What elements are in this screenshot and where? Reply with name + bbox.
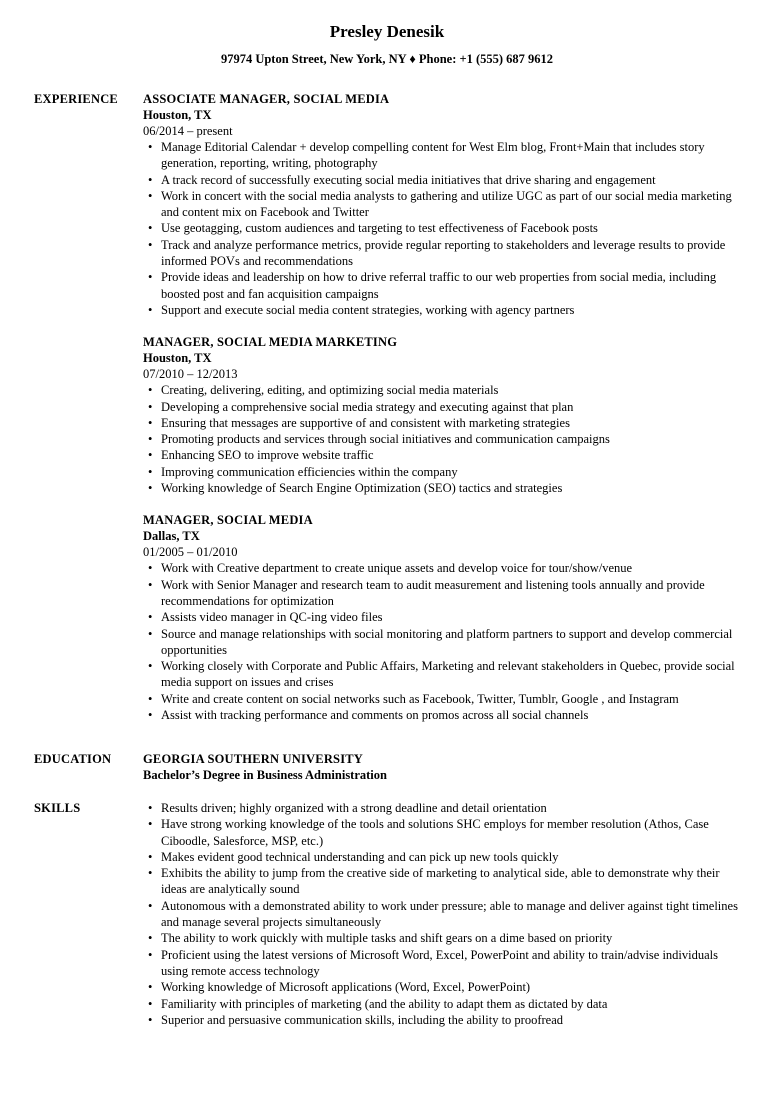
job-bullets [143, 382, 743, 496]
section-label-experience: EXPERIENCE [34, 92, 118, 106]
education-body [143, 751, 743, 783]
bullet-item: • Assists video manager in QC-ing video files [143, 609, 743, 625]
bullet-item: • The ability to work quickly with multiple tasks and shift gears on a dime based on priority [143, 930, 743, 946]
bullet-item: • Results driven; highly organized with a strong deadline and detail orientation [143, 800, 743, 816]
bullet-item: • Ensuring that messages are supportive of and consistent with marketing strategies [143, 415, 743, 431]
experience-body [143, 91, 743, 737]
skills-body [143, 800, 743, 1028]
bullet-item: • Work with Creative department to create unique assets and develop voice for tour/show/venue [143, 560, 743, 576]
bullet-item: • Enhancing SEO to improve website traffic [143, 447, 743, 463]
job-entry [143, 512, 743, 723]
bullet-item: • Use geotagging, custom audiences and targeting to test effectiveness of Facebook posts [143, 220, 743, 236]
school-name: GEORGIA SOUTHERN UNIVERSITY [143, 752, 364, 766]
bullet-item: • Promoting products and services through social initiatives and communication campaigns [143, 431, 743, 447]
bullet-item: • Improving communication efficiencies within the company [143, 464, 743, 480]
job-dates: 01/2005 – 01/2010 [143, 545, 238, 560]
bullet-item: • Proficient using the latest versions of Microsoft Word, Excel, PowerPoint and ability to train/advise individuals using remote access technology [143, 947, 743, 980]
job-location: Dallas, TX [143, 529, 200, 544]
job-entry [143, 91, 743, 318]
bullet-item: • Working closely with Corporate and Public Affairs, Marketing and relevant stakeholders in Quebec, provide social media support on issues and crises [143, 658, 743, 691]
bullet-item: • Source and manage relationships with social monitoring and platform partners to support and develop commercial opportunities [143, 626, 743, 659]
bullet-item: • Work with Senior Manager and research team to audit measurement and listening tools annually and provide recommendations for optimization [143, 577, 743, 610]
bullet-item: • Autonomous with a demonstrated ability to work under pressure; able to manage and deliver against tight timelines and manage several projects simultaneously [143, 898, 743, 931]
job-title: MANAGER, SOCIAL MEDIA MARKETING [143, 335, 398, 350]
bullet-item: • Manage Editorial Calendar + develop compelling content for West Elm blog, Front+Main that includes story generation, reporting, writing, photography [143, 139, 743, 172]
bullet-item: • Work in concert with the social media analysts to gathering and utilize UGC as part of our social media marketing and content mix on Facebook and Twitter [143, 188, 743, 221]
job-bullets [143, 139, 743, 318]
candidate-name: Presley Denesik [329, 22, 445, 41]
bullet-item: • Creating, delivering, editing, and optimizing social media materials [143, 382, 743, 398]
bullet-item: • Exhibits the ability to jump from the creative side of marketing to analytical side, able to demonstrate why their ideas are analytically sound [143, 865, 743, 898]
contact-line: 97974 Upton Street, New York, NY ♦ Phone: +1 (555) 687 9612 [220, 52, 554, 66]
bullet-item: • Assist with tracking performance and comments on promos across all social channels [143, 707, 743, 723]
bullet-item: • Makes evident good technical understanding and can pick up new tools quickly [143, 849, 743, 865]
section-label-skills: SKILLS [34, 801, 81, 815]
job-bullets [143, 560, 743, 723]
bullet-item: • Have strong working knowledge of the tools and solutions SHC employs for member resolution (Athos, Case Ciboodle, Salesforce, MSP, etc.) [143, 816, 743, 849]
bullet-item: • Superior and persuasive communication skills, including the ability to proofread [143, 1012, 743, 1028]
degree-name: Bachelor’s Degree in Business Administration [143, 768, 387, 782]
job-entry [143, 334, 743, 496]
job-dates: 07/2010 – 12/2013 [143, 367, 238, 382]
section-label-education: EDUCATION [34, 752, 112, 766]
skills-bullets [143, 800, 743, 1028]
bullet-item: • Provide ideas and leadership on how to drive referral traffic to our web properties from social media, including boosted post and fan acquisition campaigns [143, 269, 743, 302]
job-dates: 06/2014 – present [143, 124, 233, 138]
bullet-item: • Developing a comprehensive social media strategy and executing against that plan [143, 399, 743, 415]
job-title: MANAGER, SOCIAL MEDIA [143, 513, 313, 528]
bullet-item: • Working knowledge of Search Engine Optimization (SEO) tactics and strategies [143, 480, 743, 496]
bullet-item: • A track record of successfully executing social media initiatives that drive sharing and engagement [143, 172, 743, 188]
bullet-item: • Familiarity with principles of marketing (and the ability to adapt them as dictated by data [143, 996, 743, 1012]
job-title: ASSOCIATE MANAGER, SOCIAL MEDIA [143, 92, 390, 106]
job-location: Houston, TX [143, 351, 212, 366]
job-location: Houston, TX [143, 108, 212, 122]
bullet-item: • Write and create content on social networks such as Facebook, Twitter, Tumblr, Google , and Instagram [143, 691, 743, 707]
bullet-item: • Track and analyze performance metrics, provide regular reporting to stakeholders and leverage results to provide informed POVs and recommendations [143, 237, 743, 270]
bullet-item: • Working knowledge of Microsoft applications (Word, Excel, PowerPoint) [143, 979, 743, 995]
bullet-item: • Support and execute social media content strategies, working with agency partners [143, 302, 743, 318]
